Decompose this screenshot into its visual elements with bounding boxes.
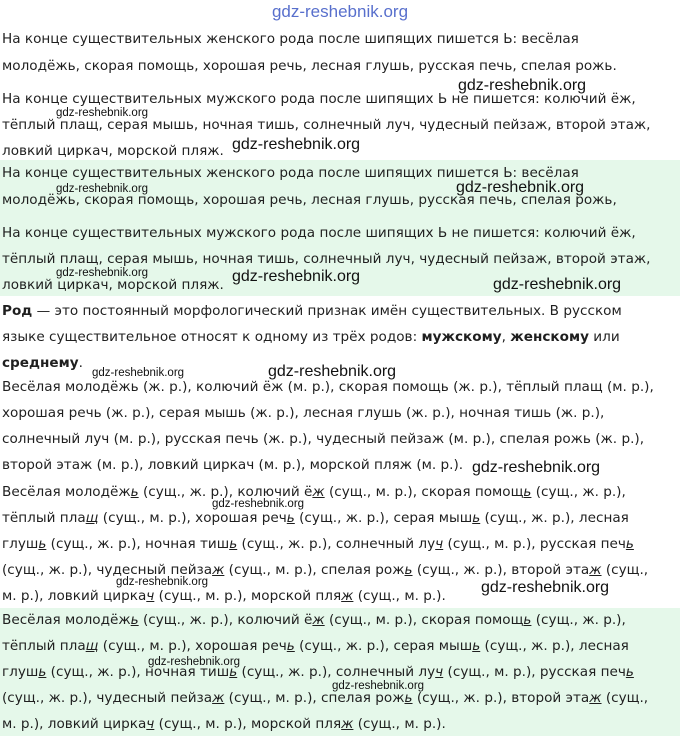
- watermark: gdz-reshebnik.org: [268, 363, 397, 380]
- watermark: gdz-reshebnik.org: [148, 656, 241, 668]
- text-line: На конце существительных женского рода после шипящих пишется Ь: весёлая: [2, 165, 579, 181]
- text-line: молодёжь, скорая помощь, хорошая речь, лесная глушь, русская печь, спелая рожь.: [2, 58, 617, 74]
- site-header: gdz-reshebnik.org: [271, 2, 409, 21]
- watermark: gdz-reshebnik.org: [472, 459, 601, 476]
- text-line: хорошая речь (ж. р.), серая мышь (ж. р.), лесная глушь (ж. р.), ночная тишь (ж. р.),: [2, 405, 605, 421]
- text-line: (сущ., ж. р.), чудесный пейзаж (сущ., м. р.), спелая рожь (сущ., ж. р.), второй этаж (сущ.,: [2, 690, 649, 706]
- section-analysis-2: [0, 608, 680, 736]
- watermark: gdz-reshebnik.org: [56, 183, 149, 195]
- watermark: gdz-reshebnik.org: [232, 136, 361, 153]
- text-line: среднему.: [2, 355, 83, 371]
- text-line: Весёлая молодёжь (ж. р.), колючий ёж (м. р.), скорая помощь (ж. р.), тёплый плащ (м. р.),: [2, 379, 654, 395]
- text-line: тёплый плащ (сущ., м. р.), хорошая речь (сущ., ж. р.), серая мышь (сущ., ж. р.), лесная: [2, 638, 629, 654]
- term-feminine: женскому: [510, 329, 589, 345]
- watermark: gdz-reshebnik.org: [116, 576, 209, 588]
- text-line: тёплый плащ (сущ., м. р.), хорошая речь (сущ., ж. р.), серая мышь (сущ., ж. р.), лесная: [2, 510, 629, 526]
- text-line: языке существительное относят к одному из трёх родов: мужскому, женскому или: [2, 329, 620, 345]
- text-line: На конце существительных мужского рода после шипящих Ь не пишется: колючий ёж,: [2, 225, 636, 241]
- text-line: глушь (сущ., ж. р.), ночная тишь (сущ., ж. р.), солнечный луч (сущ., м. р.), русская печь: [2, 664, 634, 680]
- watermark: gdz-reshebnik.org: [493, 276, 622, 293]
- text-line: Весёлая молодёжь (сущ., ж. р.), колючий ёж (сущ., м. р.), скорая помощь (сущ., ж. р.),: [2, 484, 626, 500]
- watermark: gdz-reshebnik.org: [56, 267, 149, 279]
- watermark: gdz-reshebnik.org: [458, 77, 587, 94]
- text-line: тёплый плащ, серая мышь, ночная тишь, солнечный луч, чудесный пейзаж, второй этаж,: [2, 117, 651, 133]
- text-line: Весёлая молодёжь (сущ., ж. р.), колючий ёж (сущ., м. р.), скорая помощь (сущ., ж. р.),: [2, 612, 626, 628]
- watermark: gdz-reshebnik.org: [232, 268, 361, 285]
- term-rod: Род: [2, 303, 33, 319]
- text-line: второй этаж (м. р.), ловкий циркач (м. р.), морской пляж (м. р.).: [2, 457, 464, 473]
- term-masculine: мужскому: [421, 329, 502, 345]
- text-line: тёплый плащ, серая мышь, ночная тишь, солнечный луч, чудесный пейзаж, второй этаж,: [2, 251, 651, 267]
- text-line: ловкий циркач, морской пляж.: [2, 143, 224, 159]
- text-line: ловкий циркач, морской пляж.: [2, 277, 224, 293]
- text-line: солнечный луч (м. р.), русская печь (ж. р.), чудесный пейзаж (м. р.), спелая рожь (ж. р.),: [2, 431, 645, 447]
- watermark: gdz-reshebnik.org: [332, 680, 425, 692]
- text-line: м. р.), ловкий циркач (сущ., м. р.), морской пляж (сущ., м. р.).: [2, 588, 446, 604]
- text-line: Род — это постоянный морфологический признак имён существительных. В русском: [2, 303, 622, 319]
- text-line: На конце существительных женского рода после шипящих пишется Ь: весёлая: [2, 31, 579, 47]
- watermark: gdz-reshebnik.org: [456, 179, 585, 196]
- text-line: На конце существительных мужского рода после шипящих Ь не пишется: колючий ёж,: [2, 91, 636, 107]
- watermark: gdz-reshebnik.org: [212, 498, 305, 510]
- text-line: (сущ., ж. р.), чудесный пейзаж (сущ., м. р.), спелая рожь (сущ., ж. р.), второй этаж (сущ.,: [2, 562, 649, 578]
- watermark: gdz-reshebnik.org: [481, 579, 610, 596]
- term-neuter: среднему: [2, 355, 79, 371]
- text-line: глушь (сущ., ж. р.), ночная тишь (сущ., ж. р.), солнечный луч (сущ., м. р.), русская печь: [2, 536, 634, 552]
- text-line: м. р.), ловкий циркач (сущ., м. р.), морской пляж (сущ., м. р.).: [2, 716, 446, 732]
- watermark: gdz-reshebnik.org: [56, 107, 149, 119]
- text-line: молодёжь, скорая помощь, хорошая речь, лесная глушь, русская печь, спелая рожь,: [2, 192, 617, 208]
- watermark: gdz-reshebnik.org: [92, 367, 185, 379]
